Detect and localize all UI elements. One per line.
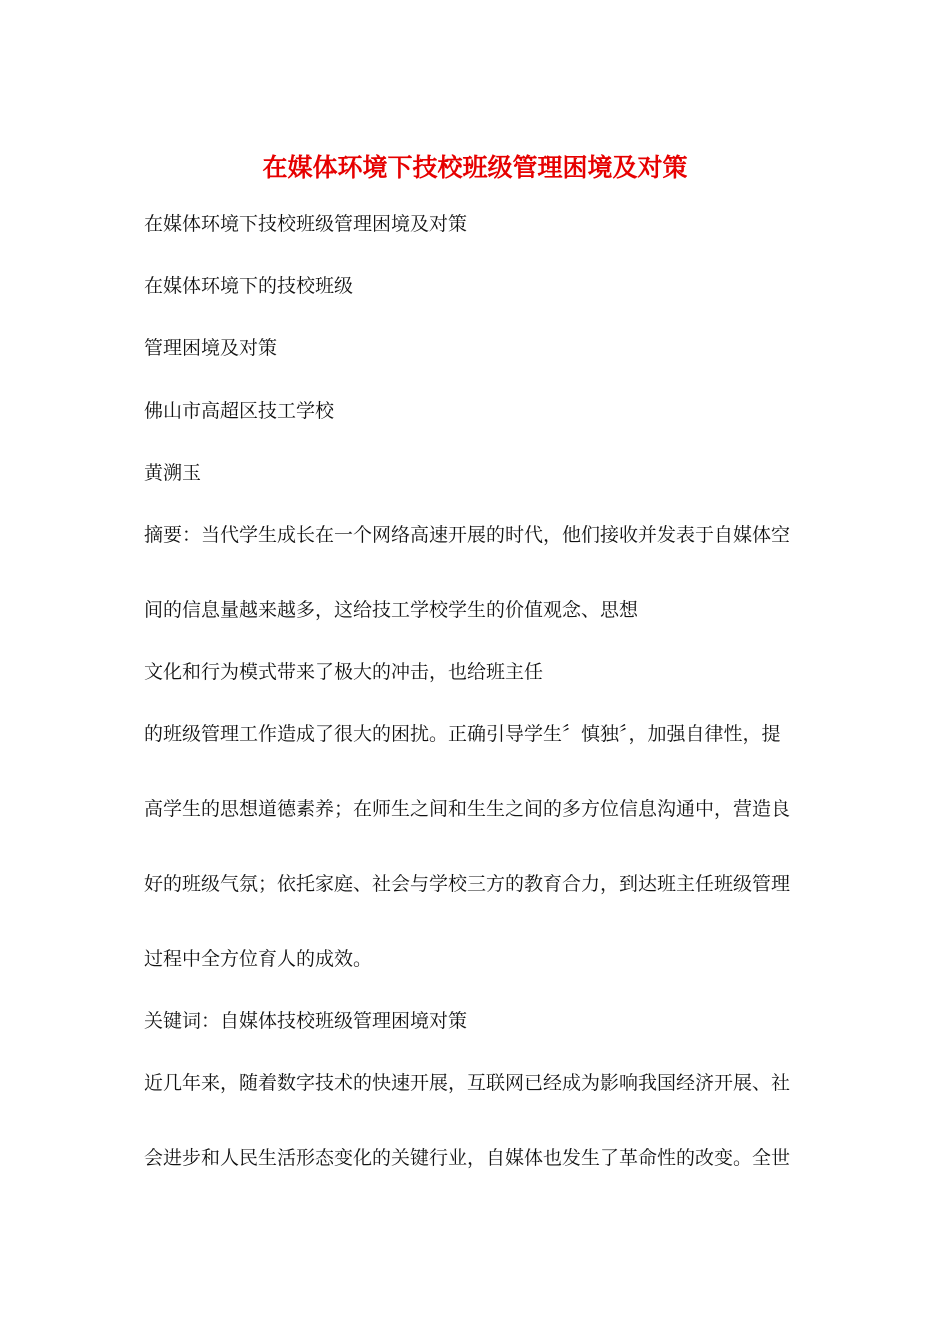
abstract-line: 摘要：当代学生成长在一个网络高速开展的时代，他们接收并发表于自媒体空: [144, 524, 791, 546]
abstract-line: 文化和行为模式带来了极大的冲击，也给班主任: [144, 661, 544, 683]
subtitle-line: 在媒体环境下技校班级管理困境及对策: [144, 213, 468, 235]
abstract-line: 间的信息量越来越多，这给技工学校学生的价值观念、思想: [144, 599, 639, 621]
keywords-line: 关键词：自媒体技校班级管理困境对策: [144, 1010, 468, 1032]
abstract-line: 好的班级气氛；依托家庭、社会与学校三方的教育合力，到达班主任班级管理: [144, 873, 791, 895]
subtitle-line: 管理困境及对策: [144, 337, 278, 359]
body-line: 近几年来，随着数字技术的快速开展，互联网已经成为影响我国经济开展、社: [144, 1072, 791, 1094]
abstract-line: 高学生的思想道德素养；在师生之间和生生之间的多方位信息沟通中，营造良: [144, 798, 791, 820]
body-line: 会进步和人民生活形态变化的关键行业，自媒体也发生了革命性的改变。全世: [144, 1147, 791, 1169]
abstract-line: 的班级管理工作造成了很大的困扰。正确引导学生〞慎独〞，加强自律性，提: [144, 723, 781, 745]
subtitle-line: 在媒体环境下的技校班级: [144, 275, 354, 297]
document-title: 在媒体环境下技校班级管理困境及对策: [262, 153, 688, 182]
author-name: 黄溯玉: [144, 462, 202, 484]
school-name: 佛山市高超区技工学校: [144, 400, 335, 422]
abstract-line: 过程中全方位育人的成效。: [144, 948, 373, 970]
